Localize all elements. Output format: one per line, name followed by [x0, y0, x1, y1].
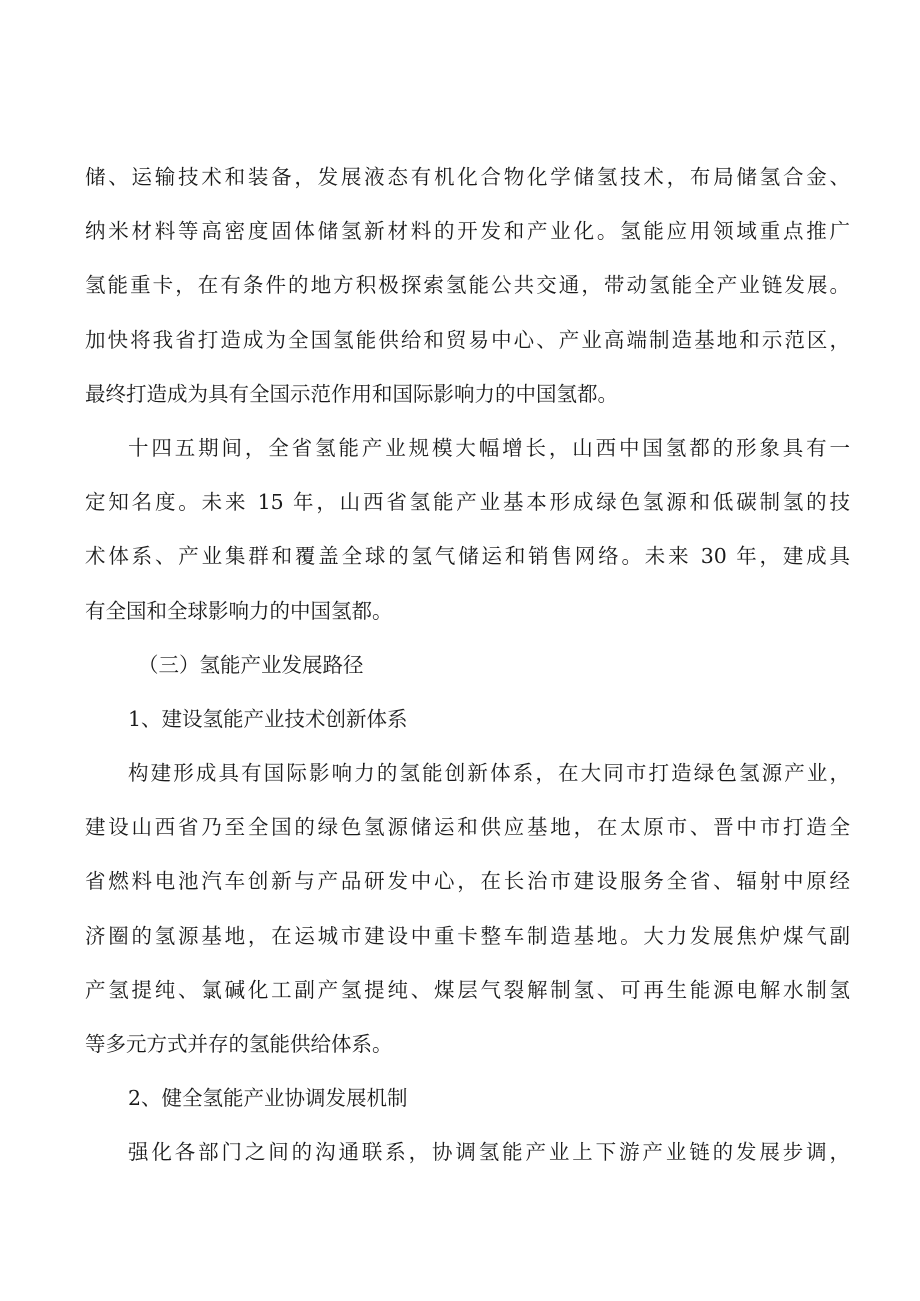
paragraph-line: 纳米材料等高密度固体储氢新材料的开发和产业化。氢能应用领域重点推广 [85, 219, 850, 244]
paragraph-line: 构建形成具有国际影响力的氢能创新体系，在大同市打造绿色氢源产业， [128, 761, 850, 786]
paragraph-line: 最终打造成为具有全国示范作用和国际影响力的中国氢都。 [85, 381, 618, 406]
paragraph-line: 济圈的氢源基地，在运城市建设中重卡整车制造基地。大力发展焦炉煤气副 [85, 923, 850, 948]
paragraph-line: 加快将我省打造成为全国氢能供给和贸易中心、产业高端制造基地和示范区， [85, 327, 850, 352]
paragraph-line: 强化各部门之间的沟通联系，协调氢能产业上下游产业链的发展步调， [128, 1140, 850, 1165]
paragraph-line: 十四五期间，全省氢能产业规模大幅增长，山西中国氢都的形象具有一 [128, 435, 850, 460]
paragraph-line: 省燃料电池汽车创新与产品研发中心，在长治市建设服务全省、辐射中原经 [85, 869, 850, 894]
subsection-heading: 1、建设氢能产业技术创新体系 [128, 706, 408, 731]
section-heading: （三）氢能产业发展路径 [138, 652, 364, 677]
document-body [85, 150, 850, 1180]
paragraph-line: 产氢提纯、氯碱化工副产氢提纯、煤层气裂解制氢、可再生能源电解水制氢 [85, 977, 850, 1002]
paragraph-line: 建设山西省乃至全国的绿色氢源储运和供应基地，在太原市、晋中市打造全 [85, 815, 850, 840]
paragraph-line: 氢能重卡，在有条件的地方积极探索氢能公共交通，带动氢能全产业链发展。 [85, 273, 850, 298]
paragraph-line: 等多元方式并存的氢能供给体系。 [85, 1032, 393, 1056]
paragraph-line: 定知名度。未来 15 年，山西省氢能产业基本形成绿色氢源和低碳制氢的技 [85, 490, 850, 515]
subsection-heading: 2、健全氢能产业协调发展机制 [128, 1086, 408, 1111]
paragraph-line: 有全国和全球影响力的中国氢都。 [85, 598, 393, 623]
paragraph-line: 储、运输技术和装备，发展液态有机化合物化学储氢技术，布局储氢合金、 [85, 165, 850, 189]
paragraph-line: 术体系、产业集群和覆盖全球的氢气储运和销售网络。未来 30 年，建成具 [85, 544, 850, 569]
